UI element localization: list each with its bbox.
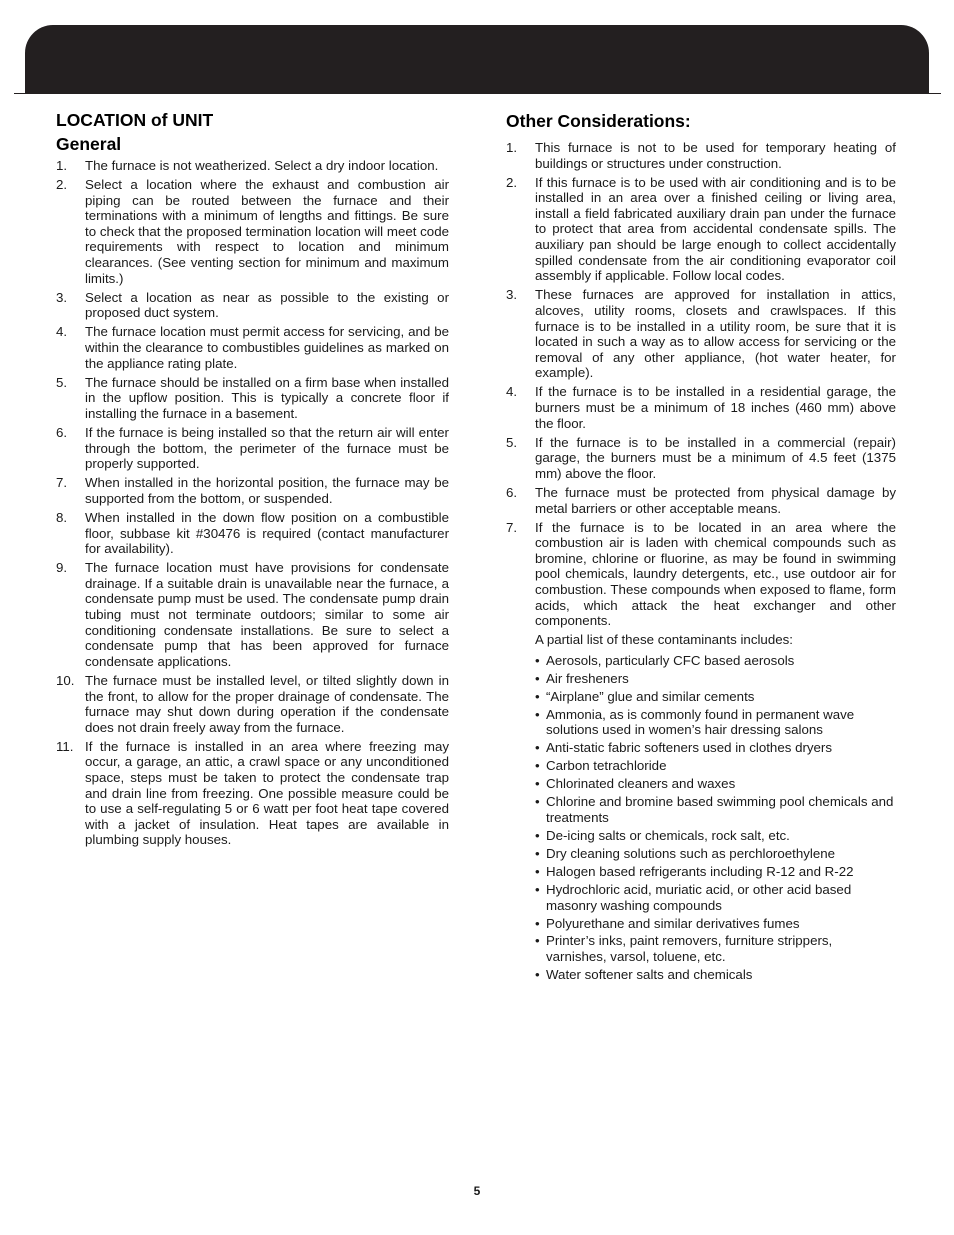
list-item bbox=[56, 177, 449, 286]
page-number: 5 bbox=[473, 1184, 481, 1198]
item-number: 3. bbox=[56, 289, 68, 305]
item-number: 1. bbox=[506, 140, 518, 155]
item-text: If the furnace is to be installed in a commercial (repair) garage, the burners must be a minimum of 4.5 feet (1375 mm) above the floor. bbox=[535, 434, 896, 481]
list-item bbox=[56, 673, 449, 735]
item-text: Select a location where the exhaust and combustion air piping can be routed between the furnace and their terminations with a minimum of lengths and fittings. Be sure to check that the proposed termination location will meet code requirements with respect to location and minimum clearances. (See venting section for minimum and maximum limits.) bbox=[85, 177, 449, 286]
list-item bbox=[506, 485, 896, 516]
item-text: If the furnace is being installed so that the return air will enter through the bottom, the perimeter of the furnace must be properly supported. bbox=[85, 425, 449, 472]
other-considerations-title: Other Considerations: bbox=[506, 111, 691, 131]
item-text: These furnaces are approved for installation in attics, alcoves, utility rooms, closets and crawlspaces. If this furnace is to be installed in a utility room, be sure that it is located in such a way as to allow access for servicing or the removal of any other appliance, (hot water heater, for example). bbox=[535, 287, 896, 381]
list-item bbox=[56, 375, 449, 422]
item-number: 2. bbox=[506, 174, 518, 190]
contaminant-item: • Polyurethane and similar derivatives fumes bbox=[535, 916, 896, 932]
contaminants-intro: A partial list of these contaminants includes: bbox=[535, 632, 793, 648]
item-number: 8. bbox=[56, 509, 68, 525]
right-column bbox=[506, 108, 896, 985]
item-number: 3. bbox=[506, 287, 518, 303]
item-number: 10. bbox=[56, 672, 75, 688]
item-text: The furnace should be installed on a firm base when installed in the upflow position. This is typically a concrete floor if installing the furnace in a basement. bbox=[85, 374, 449, 421]
list-item bbox=[56, 739, 449, 848]
item-number: 6. bbox=[506, 484, 518, 500]
contaminant-item: • Ammonia, as is commonly found in permanent wave solutions used in women’s hair dressing salons bbox=[535, 707, 896, 738]
item-text: This furnace is not to be used for temporary heating of buildings or structures under construction. bbox=[535, 140, 896, 171]
item-number: 9. bbox=[56, 560, 68, 576]
item-text: The furnace is not weatherized. Select a dry indoor location. bbox=[85, 158, 439, 173]
list-item bbox=[506, 384, 896, 431]
item-number: 7. bbox=[56, 475, 68, 491]
list-item bbox=[56, 475, 449, 506]
item-text: The furnace location must permit access for servicing, and be within the clearance to combustibles guidelines as marked on the appliance rating plate. bbox=[85, 324, 449, 371]
list-item bbox=[506, 520, 896, 629]
item-text: If the furnace is to be located in an area where the combustion air is laden with chemical compounds such as bromine, chlorine or fluorine, as may be found in swimming pool chemicals, laundry detergents, etc., use outdoor air for combustion. These compounds when exposed to flame, form acids, which attack the heat exchanger and other components. bbox=[535, 519, 896, 629]
item-number: 4. bbox=[506, 384, 518, 400]
list-item bbox=[506, 435, 896, 482]
contaminant-item: • Carbon tetrachloride bbox=[535, 758, 896, 774]
item-text: The furnace location must have provisions for condensate drainage. If a suitable drain is unavailable near the furnace, a condensate pump must be used. The condensate pump drain tubing must not terminate outdoors; similar to some air conditioning condensate installations. Be sure to select a condensate pump that has been approved for furnace condensate applications. bbox=[85, 560, 449, 669]
contaminant-item: • Hydrochloric acid, muriatic acid, or other acid based masonry washing compounds bbox=[535, 882, 896, 913]
contaminant-item: • Halogen based refrigerants including R-12 and R-22 bbox=[535, 864, 896, 880]
contaminant-item: • Chlorine and bromine based swimming pool chemicals and treatments bbox=[535, 794, 896, 825]
list-item bbox=[56, 290, 449, 321]
section-title: LOCATION of UNIT bbox=[56, 110, 214, 130]
other-considerations-list bbox=[506, 140, 896, 629]
item-text: Select a location as near as possible to the existing or proposed duct system. bbox=[85, 289, 449, 321]
item-number: 7. bbox=[506, 519, 518, 535]
contaminant-item: • Anti-static fabric softeners used in clothes dryers bbox=[535, 740, 896, 756]
contaminant-item: • Water softener salts and chemicals bbox=[535, 967, 896, 983]
list-item bbox=[56, 158, 449, 174]
item-number: 5. bbox=[506, 434, 518, 450]
contaminant-item: • “Airplane” glue and similar cements bbox=[535, 689, 896, 705]
item-number: 11. bbox=[56, 738, 74, 754]
list-item bbox=[56, 510, 449, 557]
contaminant-item: • Aerosols, particularly CFC based aerosols bbox=[535, 653, 896, 669]
item-number: 5. bbox=[56, 374, 68, 390]
item-text: If the furnace is to be installed in a residential garage, the burners must be a minimum of 18 inches (460 mm) above the floor. bbox=[535, 384, 896, 431]
contaminant-item: • Printer’s inks, paint removers, furniture strippers, varnishes, varsol, toluene, etc. bbox=[535, 933, 896, 964]
item-text: When installed in the down flow position on a combustible floor, subbase kit #30476 is required (contact manufacturer for availability). bbox=[85, 509, 449, 557]
item-text: When installed in the horizontal position, the furnace may be supported from the bottom, or suspended. bbox=[85, 475, 449, 506]
list-item bbox=[56, 560, 449, 669]
header-bar bbox=[25, 25, 929, 94]
item-number: 2. bbox=[56, 177, 68, 193]
contaminant-item: • De-icing salts or chemicals, rock salt, etc. bbox=[535, 828, 896, 844]
header-rule bbox=[14, 93, 941, 94]
item-text: If the furnace is installed in an area where freezing may occur, a garage, an attic, a crawl space or any unconditioned space, steps must be taken to protect the condensate trap and drain line from freezing. One possible measure could be to use a self-regulating 5 or 6 watt per foot heat tape covered with a jacket of insulation. Heat tapes are available in plumbing supply houses. bbox=[85, 738, 449, 848]
list-item bbox=[56, 324, 449, 371]
list-item bbox=[56, 425, 449, 472]
contaminants-list bbox=[506, 653, 896, 983]
left-column bbox=[56, 108, 449, 851]
list-item bbox=[506, 287, 896, 381]
contaminant-item: • Chlorinated cleaners and waxes bbox=[535, 776, 896, 792]
item-number: 4. bbox=[56, 324, 68, 340]
item-text: If this furnace is to be used with air conditioning and is to be installed in an area over a finished ceiling or living area, install a field fabricated auxiliary drain pan under the furnace to protect that area from accidental condensate spills. The auxiliary pan should be large enough to collect accidentally spilled condensate from the air conditioning evaporator coil assembly if applicable. Follow local codes. bbox=[535, 174, 896, 284]
list-item bbox=[506, 140, 896, 171]
list-item bbox=[506, 175, 896, 284]
section-subtitle: General bbox=[56, 134, 122, 154]
contaminant-item: • Air fresheners bbox=[535, 671, 896, 687]
item-number: 6. bbox=[56, 425, 68, 440]
general-list bbox=[56, 158, 449, 848]
item-text: The furnace must be protected from physical damage by metal barriers or other acceptable means. bbox=[535, 484, 896, 516]
contaminant-item: • Dry cleaning solutions such as perchloroethylene bbox=[535, 846, 896, 862]
item-text: The furnace must be installed level, or tilted slightly down in the front, to allow for the proper drainage of condensate. The furnace may shut down during operation if the condensate does not drain freely away from the furnace. bbox=[85, 672, 449, 735]
item-number: 1. bbox=[56, 158, 68, 173]
